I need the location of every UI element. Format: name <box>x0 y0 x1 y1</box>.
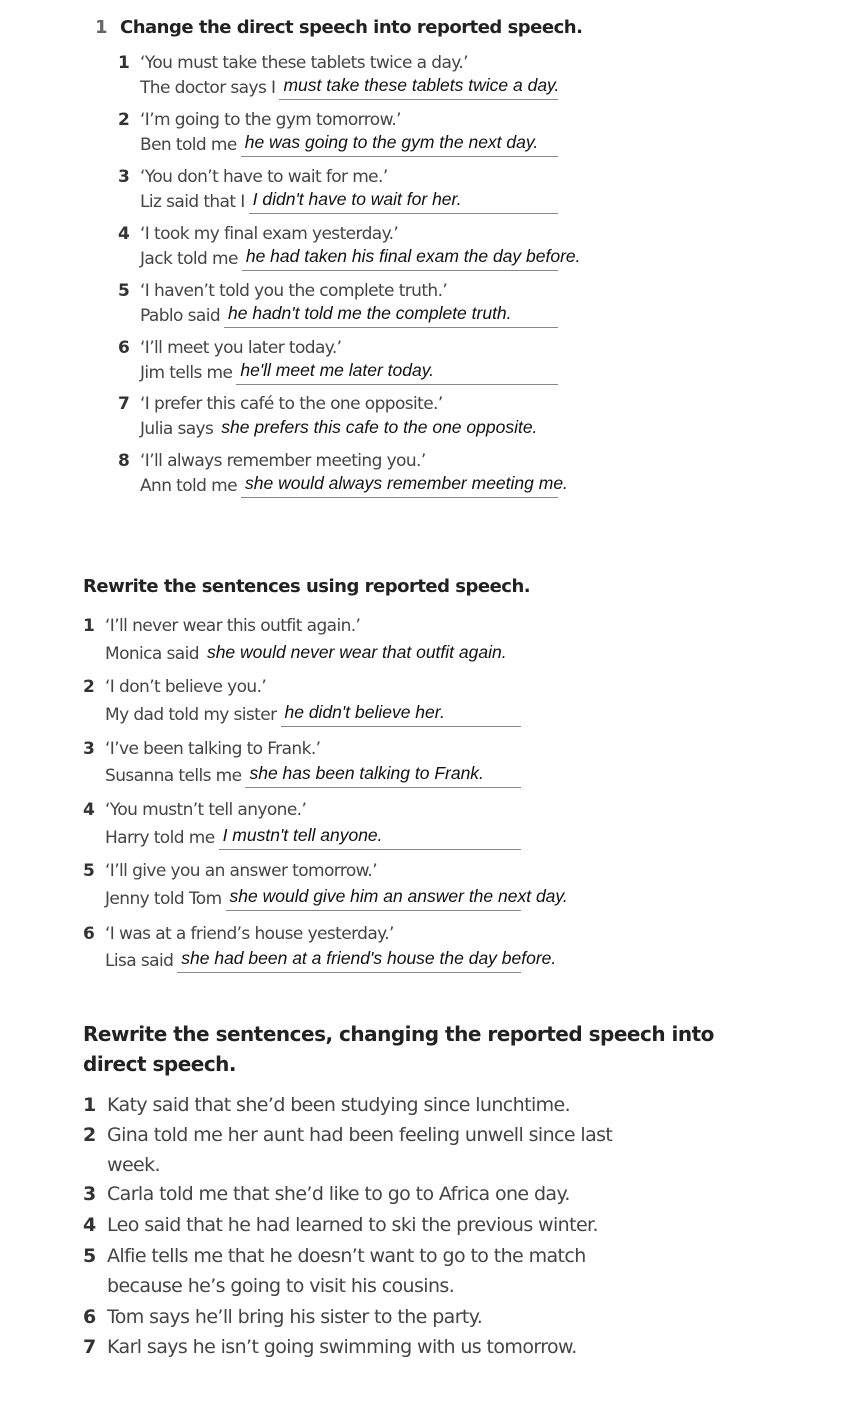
exercise-3-item: 1 Katy said that she’d been studying since lunchtime. <box>83 1094 571 1116</box>
answer-field[interactable]: he had taken his final exam the day before. <box>242 248 558 271</box>
exercise-1-answer-row: Pablo said he hadn't told me the complete truth. <box>140 304 558 328</box>
exercise-1-quote: 5 ‘I haven’t told you the complete truth.’ <box>118 281 448 301</box>
exercise-3-item: 2 Gina told me her aunt had been feeling unwell since last week. <box>83 1124 613 1176</box>
exercise-1-answer-row: Julia says she prefers this cafe to the one opposite. <box>140 417 558 441</box>
exercise-2-answer-row: Lisa said she had been at a friend's house the day before. <box>105 948 557 971</box>
exercise-1-quote: 6 ‘I’ll meet you later today.’ <box>118 338 342 358</box>
exercise-1-answer-row: Ben told me he was going to the gym the next day. <box>140 133 558 157</box>
exercise-1-answer-row: Ann told me she would always remember meeting me. <box>140 473 568 496</box>
exercise-3-heading: Rewrite the sentences, changing the reported speech into direct speech. <box>83 1022 714 1076</box>
answer-field[interactable]: he was going to the gym the next day. <box>241 134 558 157</box>
exercise-1-answer-row: The doctor says I must take these tablets twice a day. <box>140 75 560 98</box>
exercise-1-answer-row: Jack told me he had taken his final exam the day before. <box>140 246 581 269</box>
exercise-2-quote: 3 ‘I’ve been talking to Frank.’ <box>83 739 321 759</box>
exercise-1-answer-row: Liz said that I I didn't have to wait for her. <box>140 190 558 214</box>
answer-field[interactable]: I didn't have to wait for her. <box>249 191 558 214</box>
answer-field[interactable]: he'll meet me later today. <box>236 362 558 385</box>
exercise-1-answer-row: Jim tells me he'll meet me later today. <box>140 361 558 385</box>
exercise-2-answer-row: Jenny told Tom she would give him an answer the next day. <box>105 886 568 909</box>
answer-field[interactable]: she would give him an answer the next day. <box>226 888 521 911</box>
exercise-1-quote: 7 ‘I prefer this café to the one opposite.’ <box>118 394 443 414</box>
exercise-2-quote: 1 ‘I’ll never wear this outfit again.’ <box>83 616 361 636</box>
answer-field[interactable]: must take these tablets twice a day. <box>279 77 558 100</box>
exercise-2-quote: 2 ‘I don’t believe you.’ <box>83 677 267 697</box>
answer-field[interactable]: I mustn't tell anyone. <box>219 827 521 850</box>
exercise-2-answer-row: My dad told my sister he didn't believe her. <box>105 703 521 727</box>
exercise-2-quote: 6 ‘I was at a friend’s house yesterday.’ <box>83 924 394 944</box>
answer-field[interactable]: she had been at a friend's house the day before. <box>177 950 521 973</box>
exercise-3-item: 7 Karl says he isn’t going swimming with us tomorrow. <box>83 1336 577 1358</box>
exercise-1-quote: 1 ‘You must take these tablets twice a day.’ <box>118 53 468 73</box>
answer-field[interactable]: she has been talking to Frank. <box>245 765 521 788</box>
exercise-2-answer-row: Monica said she would never wear that outfit again. <box>105 642 521 666</box>
exercise-1-quote: 2 ‘I’m going to the gym tomorrow.’ <box>118 110 401 130</box>
answer-field[interactable]: she prefers this cafe to the one opposite. <box>221 417 538 437</box>
answer-field[interactable]: he hadn't told me the complete truth. <box>224 305 558 328</box>
exercise-3-item: 3 Carla told me that she’d like to go to Africa one day. <box>83 1183 570 1205</box>
exercise-2-answer-row: Harry told me I mustn't tell anyone. <box>105 826 521 850</box>
exercise-1-quote: 3 ‘You don’t have to wait for me.’ <box>118 167 388 187</box>
answer-field[interactable]: she would never wear that outfit again. <box>206 642 507 662</box>
exercise-3-item: 6 Tom says he’ll bring his sister to the party. <box>83 1306 483 1328</box>
exercise-1-quote: 8 ‘I’ll always remember meeting you.’ <box>118 451 426 471</box>
exercise-2-quote: 4 ‘You mustn’t tell anyone.’ <box>83 800 307 820</box>
exercise-2-heading: Rewrite the sentences using reported speech. <box>83 576 531 597</box>
exercise-1-heading: 1 Change the direct speech into reported speech. <box>95 17 583 38</box>
exercise-3-item: 4 Leo said that he had learned to ski the previous winter. <box>83 1214 598 1236</box>
exercise-1-quote: 4 ‘I took my final exam yesterday.’ <box>118 224 399 244</box>
exercise-3-item: 5 Alfie tells me that he doesn’t want to go to the match because he’s going to visit his cousins. <box>83 1245 586 1297</box>
exercise-2-quote: 5 ‘I’ll give you an answer tomorrow.’ <box>83 861 378 881</box>
exercise-2-answer-row: Susanna tells me she has been talking to Frank. <box>105 764 521 788</box>
answer-field[interactable]: she would always remember meeting me. <box>241 475 558 498</box>
answer-field[interactable]: he didn't believe her. <box>281 704 522 727</box>
